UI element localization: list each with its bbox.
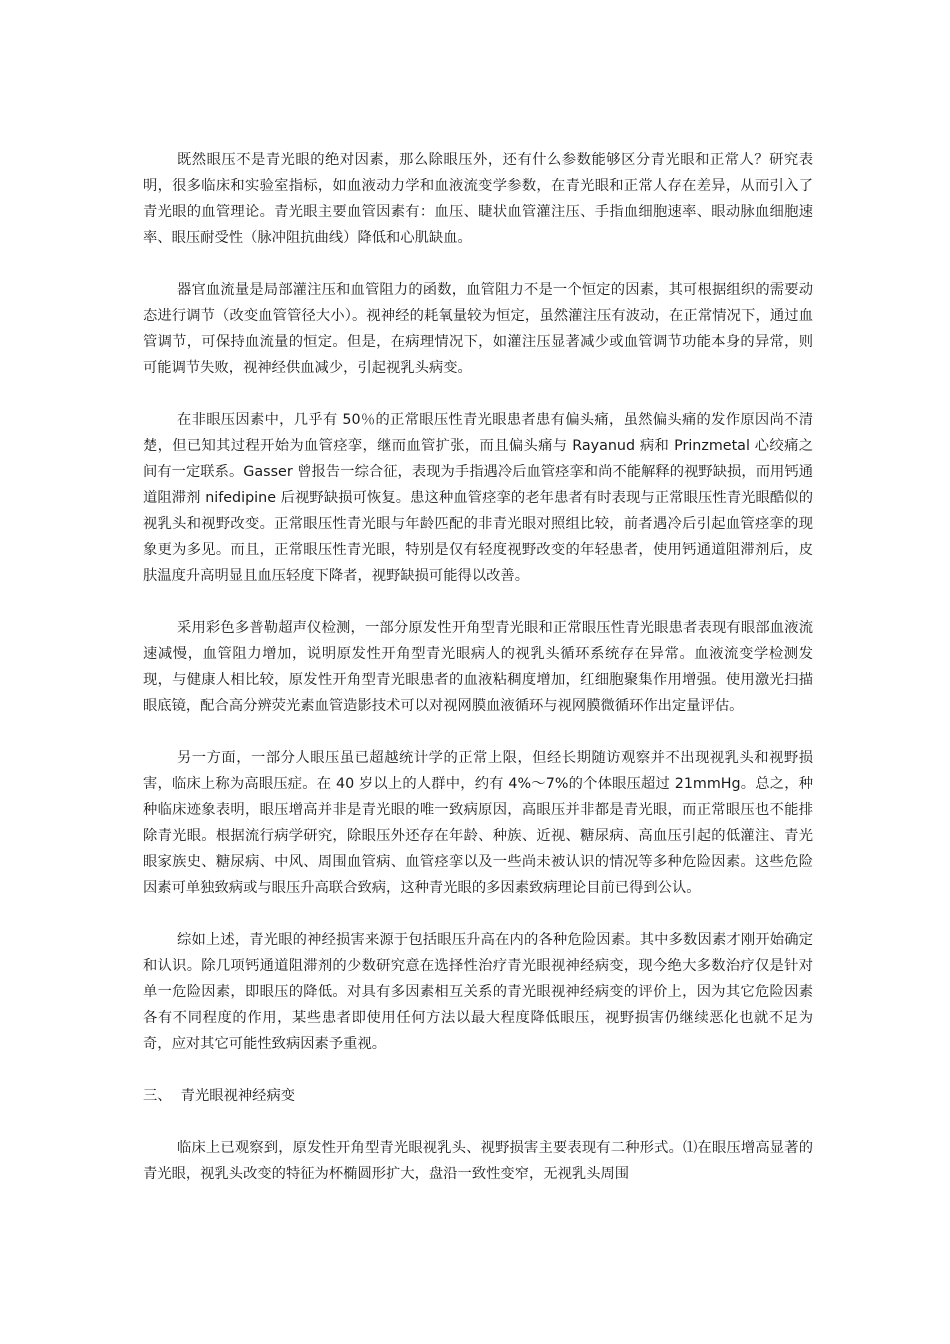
document-body	[143, 147, 813, 1187]
section-heading: 三、 青光眼视神经病变	[143, 1088, 296, 1104]
paragraph-optic-neuropathy: 临床上已观察到，原发性开角型青光眼视乳头、视野损害主要表现有二种形式。⑴在眼压增高显著的青光眼，视乳头改变的特征为杯椭圆形扩大，盘沿一致性变窄，无视乳头周围	[143, 1140, 813, 1182]
paragraph-doppler-examination: 采用彩色多普勒超声仪检测，一部分原发性开角型青光眼和正常眼压性青光眼患者表现有眼部血液流速减慢，血管阻力增加，说明原发性开角型青光眼病人的视乳头循环系统存在异常。血液流变学检测发现，与健康人相比较，原发性开角型青光眼患者的血液粘稠度增加，红细胞聚集作用增强。使用激光扫描眼底镜，配合高分辨荧光素血管造影技术可以对视网膜血液循环与视网膜微循环作出定量评估。	[143, 620, 813, 714]
paragraph-vasospasm: 在非眼压因素中，几乎有 50％的正常眼压性青光眼患者患有偏头痛，虽然偏头痛的发作原因尚不清楚，但已知其过程开始为血管痉挛，继而血管扩张，而且偏头痛与 Rayanud 病和 Prinzmetal 心绞痛之间有一定联系。Gasser 曾报告一综合征，表现为手指遇冷后血管痉挛和尚不能解释的视野缺损，而用钙通道阻滞剂 nifedipine 后视野缺损可恢复。患这种血管痉挛的老年患者有时表现与正常眼压性青光眼酷似的视乳头和视野改变。正常眼压性青光眼与年龄匹配的非青光眼对照组比较，前者遇冷后引起血管痉挛的现象更为多见。而且，正常眼压性青光眼，特别是仅有轻度视野改变的年轻患者，使用钙通道阻滞剂后，皮肤温度升高明显且血压轻度下降者，视野缺损可能得以改善。	[143, 412, 813, 584]
paragraph-blood-flow-regulation: 器官血流量是局部灌注压和血管阻力的函数，血管阻力不是一个恒定的因素，其可根据组织的需要动态进行调节（改变血管管径大小）。视神经的耗氧量较为恒定，虽然灌注压有波动，在正常情况下，通过血管调节，可保持血流量的恒定。但是，在病理情况下，如灌注压显著减少或血管调节功能本身的异常，则可能调节失败，视神经供血减少，引起视乳头病变。	[143, 282, 813, 376]
paragraph-ocular-hypertension: 另一方面，一部分人眼压虽已超越统计学的正常上限，但经长期随访观察并不出现视乳头和视野损害，临床上称为高眼压症。在 40 岁以上的人群中，约有 4%～7%的个体眼压超过 21mmHg。总之，种种临床迹象表明，眼压增高并非是青光眼的唯一致病原因，高眼压并非都是青光眼，而正常眼压也不能排除青光眼。根据流行病学研究，除眼压外还存在年龄、种族、近视、糖尿病、高血压引起的低灌注、青光眼家族史、糖尿病、中风、周围血管病、血管痉挛以及一些尚未被认识的情况等多种危险因素。这些危险因素可单独致病或与眼压升高联合致病，这种青光眼的多因素致病理论目前已得到公认。	[143, 750, 813, 896]
paragraph-vascular-theory: 既然眼压不是青光眼的绝对因素，那么除眼压外，还有什么参数能够区分青光眼和正常人？研究表明，很多临床和实验室指标，如血液动力学和血液流变学参数，在青光眼和正常人存在差异，从而引入了青光眼的血管理论。青光眼主要血管因素有：血压、睫状血管灌注压、手指血细胞速率、眼动脉血细胞速率、眼压耐受性（脉冲阻抗曲线）降低和心肌缺血。	[143, 152, 813, 246]
paragraph-summary: 综如上述，青光眼的神经损害来源于包括眼压升高在内的各种危险因素。其中多数因素才刚开始确定和认识。除几项钙通道阻滞剂的少数研究意在选择性治疗青光眼视神经病变，现今绝大多数治疗仅是针对单一危险因素，即眼压的降低。对具有多因素相互关系的青光眼视神经病变的评价上，因为其它危险因素各有不同程度的作用，某些患者即使用任何方法以最大程度降低眼压，视野损害仍继续恶化也就不足为奇，应对其它可能性致病因素予重视。	[143, 932, 813, 1052]
